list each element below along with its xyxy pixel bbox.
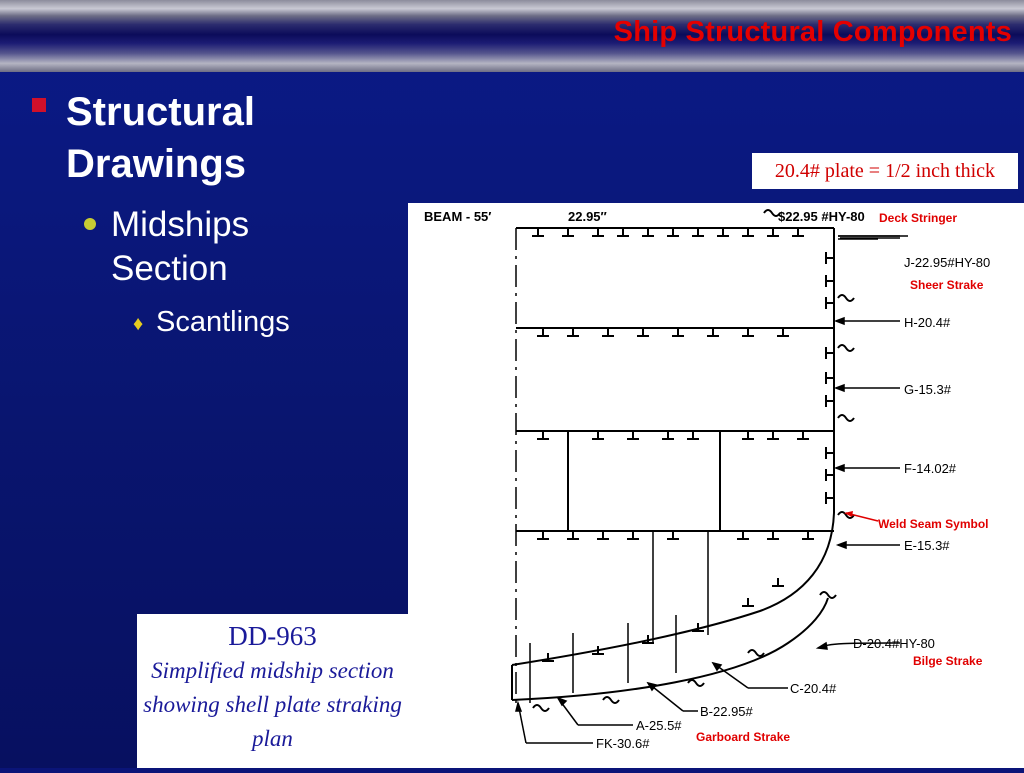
strake-c-label: C-20.4# <box>790 681 837 696</box>
strake-d-label: D-20.4#HY-80 <box>853 636 935 651</box>
dot-bullet-icon <box>84 218 96 230</box>
strake-h-label: H-20.4# <box>904 315 951 330</box>
beam-label: BEAM - 55′ <box>424 209 492 224</box>
diamond-bullet-icon: ♦ <box>133 313 144 335</box>
figure-caption <box>137 614 408 768</box>
caption-title: DD-963 <box>228 621 317 651</box>
strake-fk-label: FK-30.6# <box>596 736 650 751</box>
square-bullet-icon <box>32 98 46 112</box>
slide-title: Ship Structural Components <box>613 16 1012 48</box>
bilge-strake-label: Bilge Strake <box>913 654 983 668</box>
strake-a-label: A-25.5# <box>636 718 682 733</box>
deck-plate-label: $22.95 #HY-80 <box>778 209 865 224</box>
strake-g-label: G-15.3# <box>904 382 951 397</box>
bullet-scantlings: Scantlings <box>156 306 290 338</box>
bullet-structural-drawings: Structural Drawings <box>66 90 255 186</box>
deck-stringer-label: Deck Stringer <box>879 211 958 225</box>
garboard-strake-label: Garboard Strake <box>696 730 791 744</box>
strake-b-label: B-22.95# <box>700 704 753 719</box>
caption-body: Simplified midship section showing shell plate straking plan <box>143 658 402 751</box>
bullet-midships-section: Midships Section <box>111 205 250 288</box>
strake-e-label: E-15.3# <box>904 538 950 553</box>
strake-j-label: J-22.95#HY-80 <box>904 255 991 270</box>
deck-dimension: 22.95′′ <box>568 209 607 224</box>
sheer-strake-label: Sheer Strake <box>910 278 984 292</box>
weld-seam-label: Weld Seam Symbol <box>878 517 989 531</box>
plate-thickness-note: 20.4# plate = 1/2 inch thick <box>752 153 1018 189</box>
strake-f-label: F-14.02# <box>904 461 957 476</box>
title-bar <box>0 0 1024 72</box>
midship-section-drawing <box>408 203 1024 768</box>
